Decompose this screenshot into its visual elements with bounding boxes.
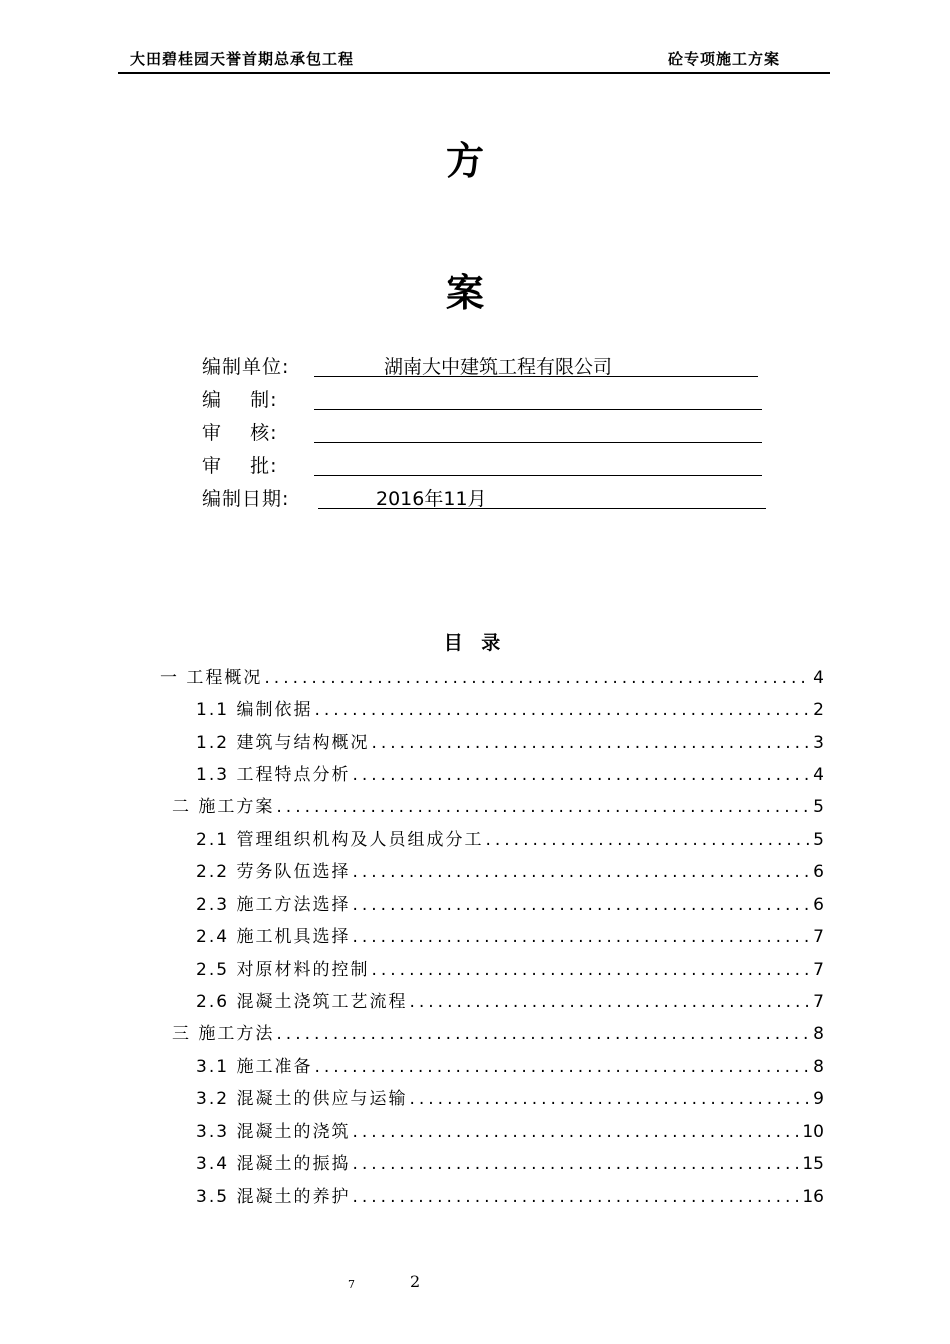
- toc-leader-dots: [276, 794, 811, 820]
- toc-entry[interactable]: [196, 730, 824, 756]
- toc-entry-title: 3.1 施工准备: [196, 1057, 313, 1077]
- toc-entry-page: 7: [813, 992, 824, 1012]
- toc-entry-page: 15: [802, 1154, 824, 1174]
- toc-leader-dots: [264, 665, 811, 691]
- toc-entry[interactable]: [196, 859, 824, 885]
- toc-entry[interactable]: [196, 697, 824, 723]
- toc-leader-dots: [485, 827, 811, 853]
- toc-entry[interactable]: [196, 1119, 824, 1145]
- toc-entry-page: 6: [813, 895, 824, 915]
- page-header: [118, 44, 830, 74]
- toc-leader-dots: [352, 1184, 800, 1210]
- toc-leader-dots: [352, 859, 811, 885]
- approve-underline: [314, 475, 762, 476]
- toc-entry[interactable]: [196, 989, 824, 1015]
- toc-entry-title: 2.3 施工方法选择: [196, 895, 351, 915]
- toc-entry-page: 10: [802, 1122, 824, 1142]
- approve-label: 审 批:: [202, 455, 278, 477]
- form-row-unit: [202, 352, 762, 380]
- header-document-type: 砼专项施工方案: [667, 50, 780, 68]
- toc-entry-title: 2.5 对原材料的控制: [196, 960, 370, 980]
- author-underline: [314, 409, 762, 410]
- toc-title: 目 录: [443, 632, 507, 654]
- toc-entry-page: 8: [813, 1057, 824, 1077]
- toc-leader-dots: [409, 989, 811, 1015]
- toc-entry[interactable]: [196, 1151, 824, 1177]
- toc-leader-dots: [409, 1086, 811, 1112]
- toc-leader-dots: [371, 730, 811, 756]
- footer-small-number: 7: [348, 1278, 355, 1291]
- review-underline: [314, 442, 762, 443]
- review-label: 审 核:: [202, 422, 278, 444]
- toc-entry-page: 6: [813, 862, 824, 882]
- toc-entry-title: 3.2 混凝土的供应与运输: [196, 1089, 408, 1109]
- toc-entry[interactable]: [196, 892, 824, 918]
- toc-entry-page: 5: [813, 830, 824, 850]
- toc-entry-page: 8: [813, 1024, 824, 1044]
- toc-entry[interactable]: [196, 1054, 824, 1080]
- toc-leader-dots: [352, 1119, 800, 1145]
- toc-leader-dots: [352, 762, 811, 788]
- toc-entry-title: 三 施工方法: [172, 1024, 275, 1044]
- toc-entry-title: 1.3 工程特点分析: [196, 765, 351, 785]
- toc-entry-page: 9: [813, 1089, 824, 1109]
- toc-leader-dots: [314, 697, 811, 723]
- toc-entry-title: 1.2 建筑与结构概况: [196, 733, 370, 753]
- toc-entry-page: 3: [813, 733, 824, 753]
- page-number: 2: [410, 1272, 421, 1291]
- form-row-approve: [202, 451, 762, 479]
- toc-entry-title: 2.6 混凝土浇筑工艺流程: [196, 992, 408, 1012]
- toc-entry-page: 7: [813, 927, 824, 947]
- toc-entry-title: 一 工程概况: [160, 668, 263, 688]
- toc-leader-dots: [352, 892, 811, 918]
- toc-leader-dots: [371, 957, 811, 983]
- toc-entry-title: 二 施工方案: [172, 797, 275, 817]
- unit-value: 湖南大中建筑工程有限公司: [384, 356, 613, 378]
- toc-entry[interactable]: [196, 957, 824, 983]
- author-label: 编 制:: [202, 389, 278, 411]
- toc-entry-page: 7: [813, 960, 824, 980]
- toc-entry[interactable]: [172, 794, 824, 820]
- toc-entry-page: 4: [813, 668, 824, 688]
- toc-entry[interactable]: [196, 1184, 824, 1210]
- toc-entry-page: 4: [813, 765, 824, 785]
- toc-entry[interactable]: [196, 924, 824, 950]
- toc-entry[interactable]: [196, 762, 824, 788]
- toc-entry-page: 5: [813, 797, 824, 817]
- toc-entry[interactable]: [196, 1086, 824, 1112]
- toc-entry-page: 16: [802, 1187, 824, 1207]
- toc-entry-title: 2.1 管理组织机构及人员组成分工: [196, 830, 484, 850]
- toc-entry-title: 2.4 施工机具选择: [196, 927, 351, 947]
- header-project-name: 大田碧桂园天誉首期总承包工程: [130, 50, 355, 68]
- toc-entry-title: 1.1 编制依据: [196, 700, 313, 720]
- title-char-2: 案: [445, 271, 484, 315]
- toc-leader-dots: [314, 1054, 811, 1080]
- toc-entry[interactable]: [196, 827, 824, 853]
- toc-leader-dots: [352, 924, 811, 950]
- toc-entry-title: 3.3 混凝土的浇筑: [196, 1122, 351, 1142]
- toc-entry-page: 2: [813, 700, 824, 720]
- form-row-date: [202, 484, 768, 512]
- unit-label: 编制单位:: [202, 356, 290, 378]
- toc-entry-title: 3.5 混凝土的养护: [196, 1187, 351, 1207]
- toc-leader-dots: [276, 1021, 811, 1047]
- title-char-1: 方: [445, 139, 484, 183]
- toc-leader-dots: [352, 1151, 800, 1177]
- toc-entry-title: 3.4 混凝土的振捣: [196, 1154, 351, 1174]
- toc-entry-title: 2.2 劳务队伍选择: [196, 862, 351, 882]
- form-row-author: [202, 385, 762, 413]
- date-label: 编制日期:: [202, 488, 290, 510]
- date-value: 2016年11月: [376, 488, 487, 510]
- toc-entry[interactable]: [160, 665, 824, 691]
- form-row-review: [202, 418, 762, 446]
- toc-entry[interactable]: [172, 1021, 824, 1047]
